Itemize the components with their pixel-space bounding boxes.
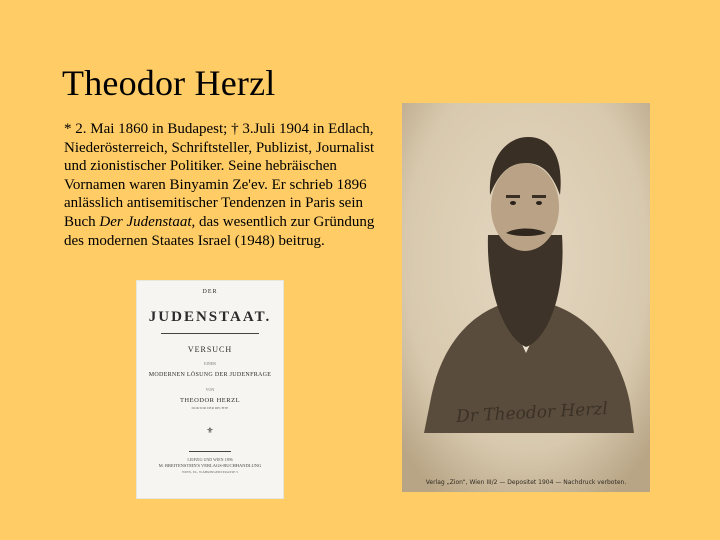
cover-einer: EINER (204, 361, 216, 366)
portrait-signature: Dr Theodor Herzl (455, 399, 609, 427)
cover-versuch: VERSUCH (187, 345, 233, 354)
cover-title: JUDENSTAAT. (148, 309, 272, 325)
portrait-caption: Verlag „Zion“, Wien III/2 — Depositet 1904 — Nachdruck verboten. (425, 479, 627, 486)
cover-address: WIEN, IX., WÄHRINGERSTRASSE 5 (181, 470, 239, 474)
cover-ornament-icon: ⚜ (206, 426, 214, 435)
cover-doktor: DOKTOR DER RECHTE (191, 406, 229, 410)
cover-rule-top (161, 333, 259, 334)
judenstaat-book-cover (137, 281, 283, 498)
portrait-image (402, 103, 650, 492)
cover-subtitle: MODERNEN LÖSUNG DER JUDENFRAGE (148, 372, 272, 378)
cover-rule-bottom (189, 451, 231, 452)
cover-von: VON (205, 387, 215, 392)
cover-author: THEODOR HERZL (179, 397, 241, 404)
herzl-portrait-photo (402, 103, 650, 492)
bio-text-part-1: * 2. Mai 1860 in Budapest; † 3.Juli 1904 in Edlach, Niederösterreich, Schriftsteller, Publizist, Journalist und zionistischer Politiker. Seine hebräischen Vornamen waren Binyamin Ze'ev. Er schrieb 1896 anlässlich antisemitischer Tendenzen in Paris sein Buch (64, 121, 375, 230)
cover-place: LEIPZIG UND WIEN 1896 (187, 457, 233, 462)
slide-title: Theodor Herzl (62, 63, 276, 103)
bio-text-part-2: , das wesentlich zur Gründung des modernen Staates Israel (1948) beitrug. (64, 213, 375, 249)
cover-publisher: M. BREITENSTEIN'S VERLAGS-BUCHHANDLUNG (158, 463, 262, 468)
biography-text (64, 120, 394, 250)
book-title-text: Der Judenstaat (99, 213, 192, 230)
cover-der: DER (202, 289, 218, 295)
